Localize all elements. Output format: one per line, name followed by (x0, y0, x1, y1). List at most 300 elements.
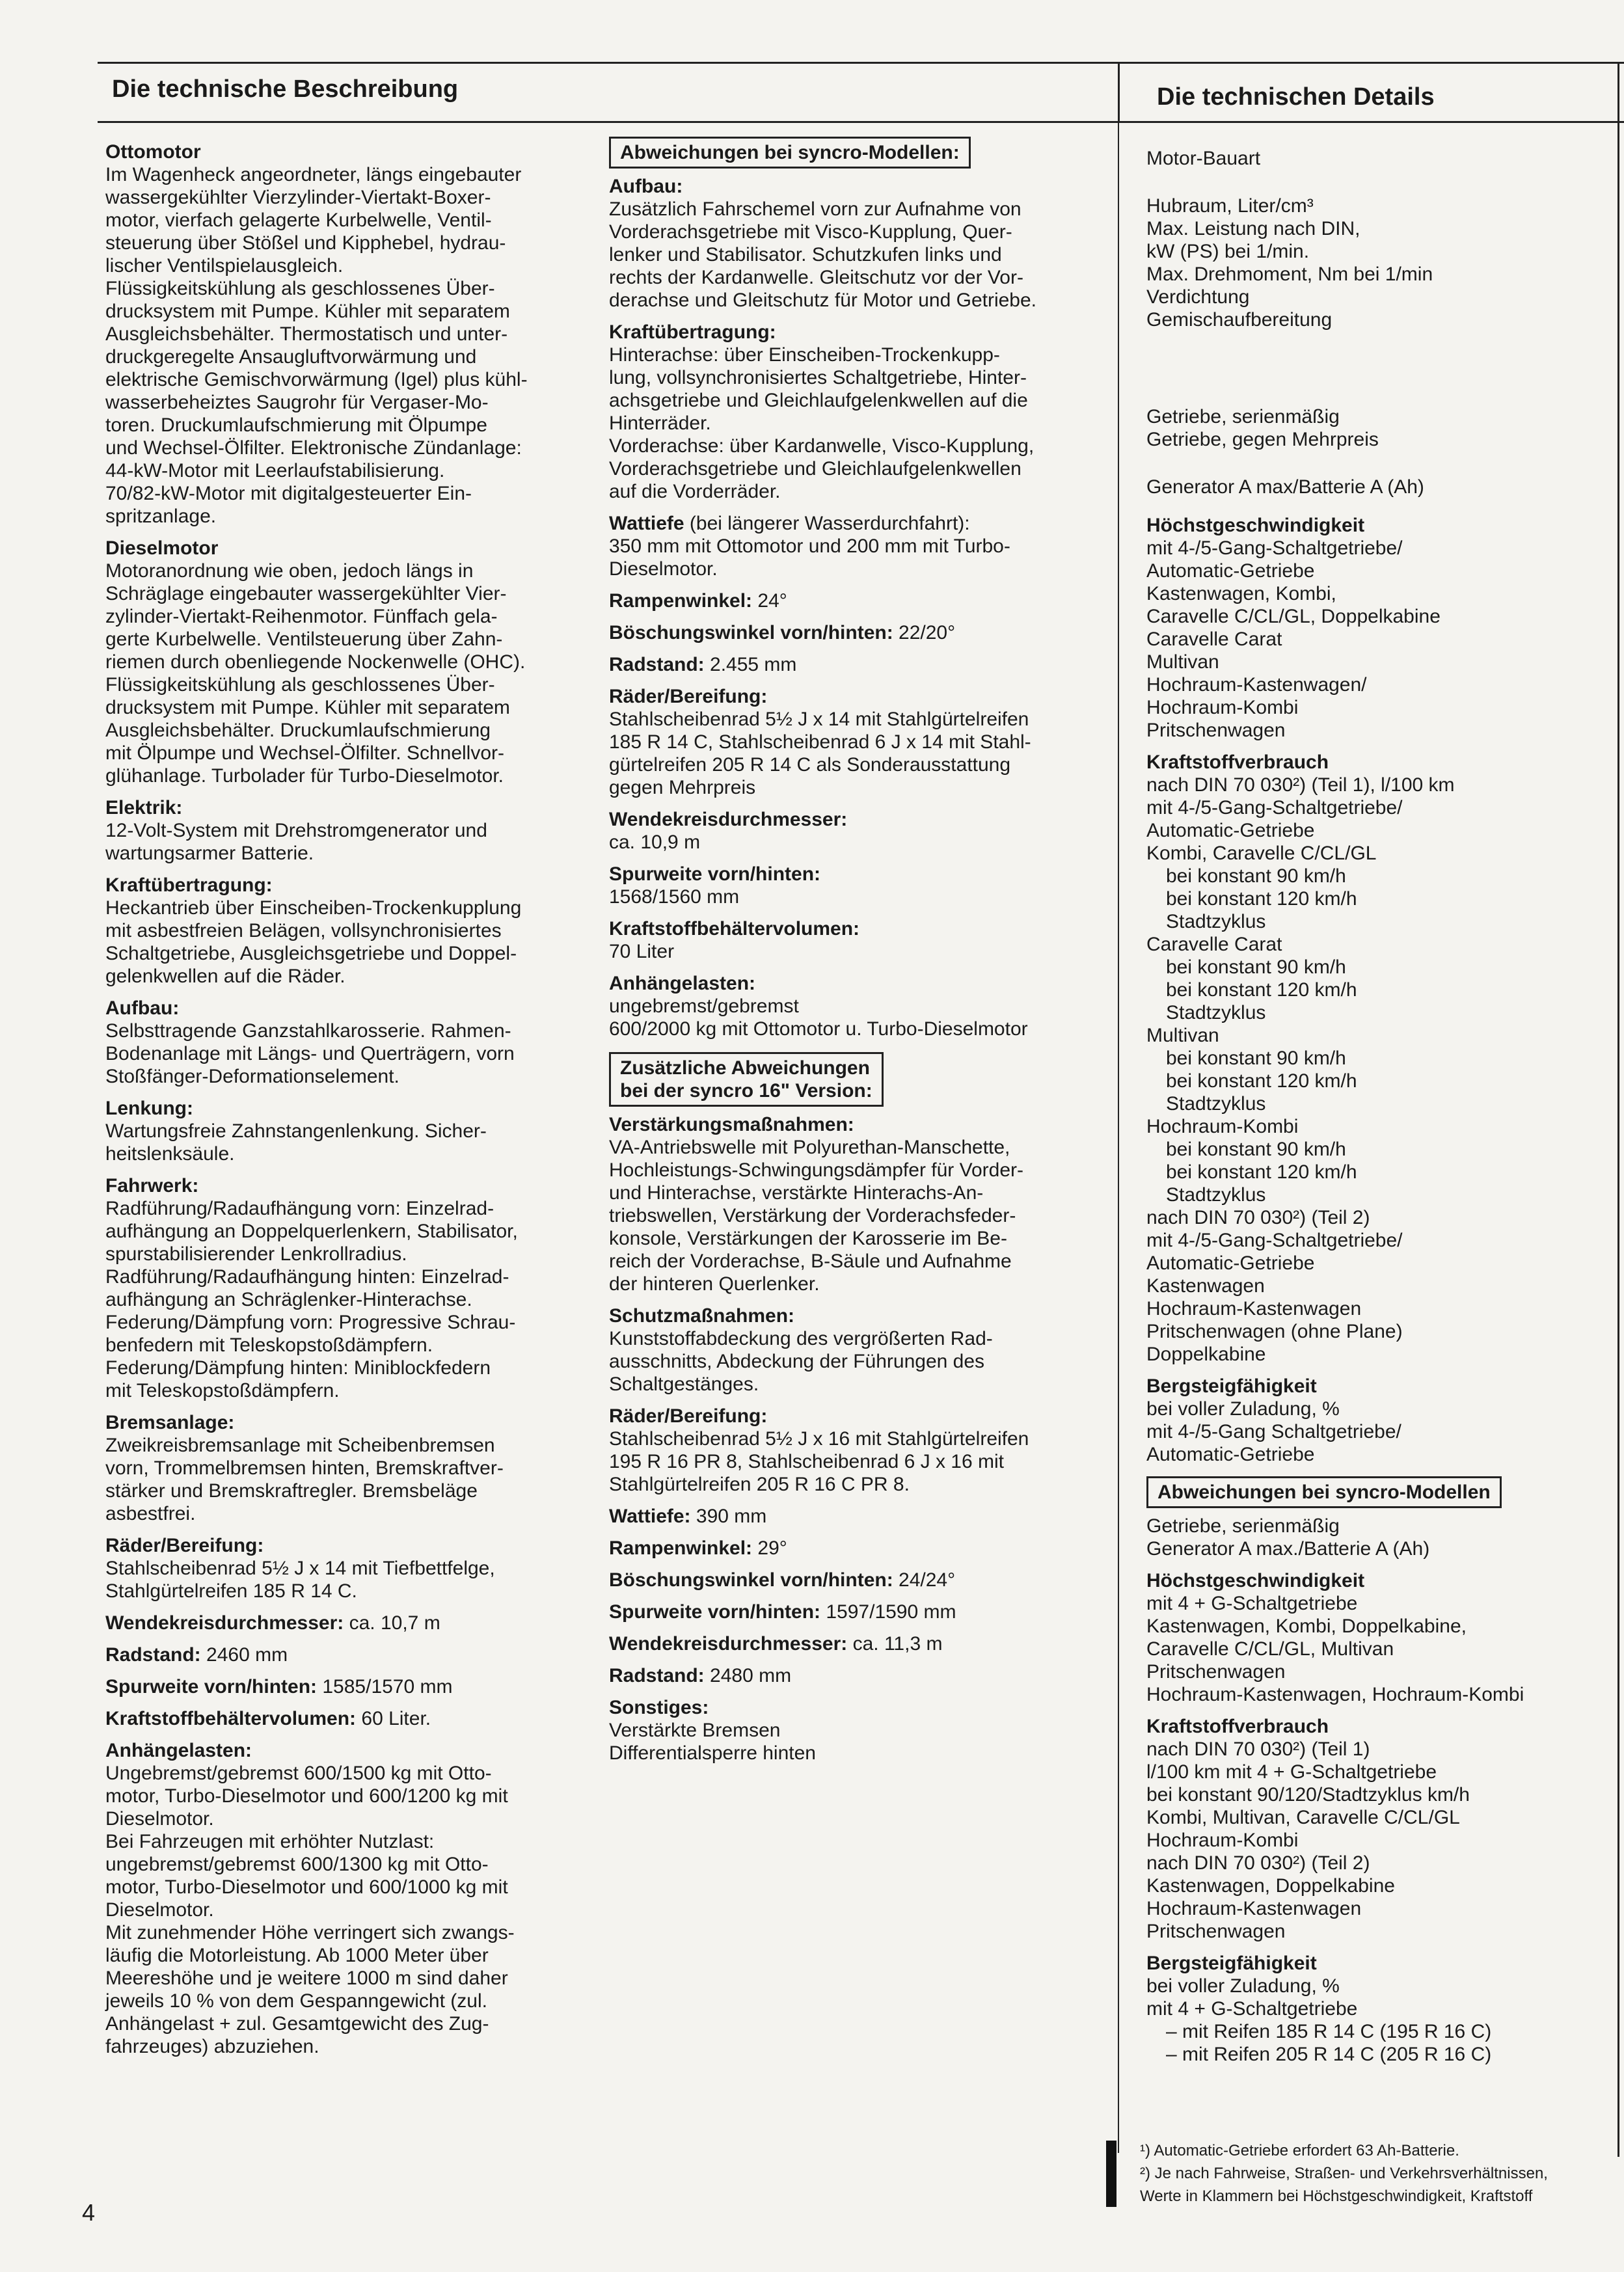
syncro16-section (609, 1505, 1090, 1528)
syncro-fuel-line: l/100 km mit 4 + G-Schaltgetriebe (1146, 1761, 1437, 1783)
spacer (1146, 451, 1621, 476)
climb-heading: Bergsteigfähigkeit (1146, 1375, 1317, 1397)
desc-text-line: vorn, Trommelbremsen hinten, Bremskraftver- (105, 1457, 504, 1479)
syncro-heading-line (609, 685, 1090, 708)
fuel-line: bei konstant 120 km/h (1166, 1070, 1357, 1092)
syncro16-heading-line (609, 1405, 1090, 1427)
desc-heading: Räder/Bereifung: (105, 1535, 264, 1556)
desc-text-line: Selbsttragende Ganzstahlkarosserie. Rahmen- (105, 1020, 511, 1042)
syncro16-text-line: ausschnitts, Abdeckung der Führungen des (609, 1351, 985, 1372)
syncro-fuel-heading: Kraftstoffverbrauch (1146, 1716, 1329, 1737)
desc-text-line: mit asbestfreien Belägen, vollsynchronisiertes (105, 920, 502, 941)
syncro16-heading: Spurweite vorn/hinten: (609, 1601, 821, 1623)
fuel-section (1146, 751, 1621, 1366)
desc-text-line: motor, vierfach gelagerte Kurbelwelle, Ventil- (105, 210, 492, 231)
syncro16-value: 29° (752, 1537, 787, 1559)
desc-heading: Anhängelasten: (105, 1740, 252, 1761)
desc-text-line: Motoranordnung wie oben, jedoch längs in (105, 560, 474, 582)
fuel-line: Multivan (1146, 1025, 1219, 1046)
syncro-speed-heading: Höchstgeschwindigkeit (1146, 1570, 1365, 1591)
syncro16-heading: Sonstiges: (609, 1697, 709, 1718)
desc-section (105, 1643, 600, 1666)
desc-section (105, 796, 600, 865)
syncro-heading: Kraftübertragung: (609, 321, 776, 343)
syncro16-section (609, 1405, 1090, 1496)
syncro16-section (609, 1569, 1090, 1591)
desc-heading: Dieselmotor (105, 537, 219, 559)
syncro-speed-line: Hochraum-Kastenwagen, Hochraum-Kombi (1146, 1684, 1524, 1705)
footnote-line: ¹) Automatic-Getriebe erfordert 63 Ah-Batterie. (1140, 2142, 1459, 2159)
syncro16-text-line: VA-Antriebswelle mit Polyurethan-Manschette, (609, 1137, 1010, 1158)
syncro-fuel-line: nach DIN 70 030²) (Teil 2) (1146, 1852, 1370, 1874)
desc-section (105, 1707, 600, 1730)
speed-line: Automatic-Getriebe (1146, 560, 1315, 582)
syncro-speed-line: Kastenwagen, Kombi, Doppelkabine, (1146, 1616, 1467, 1637)
desc-text-line: 44-kW-Motor mit Leerlaufstabilisierung. (105, 460, 445, 481)
desc-section (105, 997, 600, 1088)
syncro16-heading-line (609, 1537, 1090, 1560)
desc-heading-line (105, 141, 600, 163)
spacer (1146, 170, 1621, 195)
desc-text-line: mit Teleskopstoßdämpfern. (105, 1380, 340, 1401)
page-number: 4 (82, 2199, 96, 2226)
desc-heading: Radstand: (105, 1644, 201, 1666)
fuel-line: Kastenwagen (1146, 1275, 1265, 1297)
fuel-line: Kombi, Caravelle C/CL/GL (1146, 843, 1377, 864)
syncro-heading: Kraftstoffbehältervolumen: (609, 918, 860, 940)
syncro16-heading-line (609, 1113, 1090, 1136)
desc-text-line: glühanlage. Turbolader für Turbo-Dieselmotor. (105, 765, 504, 787)
syncro-section (609, 653, 1090, 676)
desc-text-line: wassergekühlter Vierzylinder-Viertakt-Boxer- (105, 187, 491, 208)
syncro-text-line: 70 Liter (609, 941, 675, 962)
desc-text-line: Zweikreisbremsanlage mit Scheibenbremsen (105, 1435, 495, 1456)
syncro-heading: Räder/Bereifung: (609, 686, 768, 707)
desc-text-line: Flüssigkeitskühlung als geschlossenes Über- (105, 674, 495, 696)
header-divider (1118, 62, 1120, 123)
desc-heading: Kraftstoffbehältervolumen: (105, 1708, 357, 1729)
desc-heading-line (105, 1534, 600, 1557)
desc-value: 60 Liter. (356, 1708, 431, 1729)
syncro-speed-section (1146, 1569, 1621, 1706)
syncro16-text-line: Schaltgestänges. (609, 1373, 759, 1395)
fuel-line: Hochraum-Kombi (1146, 1116, 1299, 1137)
desc-heading: Wendekreisdurchmesser: (105, 1612, 344, 1634)
desc-text-line: Federung/Dämpfung hinten: Miniblockfedern (105, 1357, 491, 1379)
desc-heading-line (105, 1411, 600, 1434)
syncro-text-line: ungebremst/gebremst (609, 995, 799, 1017)
syncro-heading: Rampenwinkel: (609, 590, 753, 612)
syncro-climb-line: – mit Reifen 205 R 14 C (205 R 16 C) (1166, 2044, 1492, 2065)
desc-text-line: stärker und Bremskraftregler. Bremsbeläge (105, 1480, 478, 1502)
fuel-line: nach DIN 70 030²) (Teil 2) (1146, 1207, 1370, 1228)
syncro-details-line: Getriebe, serienmäßig (1146, 1515, 1340, 1537)
syncro-climb-section (1146, 1952, 1621, 2066)
right-column-divider (1118, 123, 1119, 2153)
fuel-line: Stadtzyklus (1166, 1093, 1266, 1115)
desc-text-line: Heckantrieb über Einscheiben-Trockenkupplung (105, 897, 522, 919)
desc-heading: Elektrik: (105, 797, 183, 818)
speed-line: Caravelle C/CL/GL, Doppelkabine (1146, 606, 1441, 627)
syncro-value: 22/20° (893, 622, 956, 643)
syncro16-text-line: konsole, Verstärkungen der Karosserie im Be- (609, 1228, 1007, 1249)
desc-text-line: Ausgleichsbehälter. Thermostatisch und unter- (105, 323, 508, 345)
syncro-text-line: rechts der Kardanwelle. Gleitschutz vor der Vor- (609, 267, 1023, 288)
syncro-fuel-line: bei konstant 90/120/Stadtzyklus km/h (1146, 1784, 1470, 1805)
fuel-line: Caravelle Carat (1146, 934, 1282, 955)
syncro-text-line: auf die Vorderräder. (609, 481, 781, 502)
syncro-text-line: Stahlscheibenrad 5½ J x 14 mit Stahlgürtelreifen (609, 709, 1029, 730)
syncro16-heading-line (609, 1664, 1090, 1687)
header-right-title: Die technischen Details (1157, 83, 1435, 111)
desc-value: ca. 10,7 m (344, 1612, 440, 1634)
syncro16-heading: Böschungswinkel vorn/hinten: (609, 1569, 893, 1591)
footnote-line: Werte in Klammern bei Höchstgeschwindigkeit, Kraftstoff (1140, 2187, 1533, 2205)
climb-line: mit 4-/5-Gang Schaltgetriebe/ (1146, 1421, 1401, 1442)
fuel-line: mit 4-/5-Gang-Schaltgetriebe/ (1146, 797, 1403, 818)
syncro-value: 24° (752, 590, 787, 612)
desc-text-line: riemen durch obenliegende Nockenwelle (OHC). (105, 651, 526, 673)
syncro-text-line: achsgetriebe und Gleichlaufgelenkwellen auf die (609, 390, 1028, 411)
desc-text-line: aufhängung an Schräglenker-Hinterachse. (105, 1289, 472, 1310)
top-rule (98, 62, 1624, 64)
syncro-heading-line (609, 175, 1090, 198)
fuel-line: bei konstant 120 km/h (1166, 979, 1357, 1001)
desc-text-line: motor, Turbo-Dieselmotor und 600/1000 kg mit (105, 1876, 508, 1898)
header-bottom-rule (98, 121, 1624, 123)
fuel-line: mit 4-/5-Gang-Schaltgetriebe/ (1146, 1230, 1403, 1251)
syncro-text-line: 350 mm mit Ottomotor und 200 mm mit Turbo- (609, 535, 1010, 557)
syncro-speed-line: mit 4 + G-Schaltgetriebe (1146, 1593, 1358, 1614)
speed-heading: Höchstgeschwindigkeit (1146, 515, 1365, 536)
syncro16-text-line: der hinteren Querlenker. (609, 1273, 820, 1295)
desc-heading-line (105, 1097, 600, 1120)
speed-line: Pritschenwagen (1146, 720, 1286, 741)
syncro-heading: Aufbau: (609, 176, 683, 197)
fuel-line: Doppelkabine (1146, 1344, 1266, 1365)
syncro-fuel-line: nach DIN 70 030²) (Teil 1) (1146, 1738, 1370, 1760)
syncro-details-lines (1146, 1515, 1621, 1560)
column-technical-description (105, 141, 600, 2067)
speed-line: Hochraum-Kastenwagen/ (1146, 674, 1367, 696)
detail-label: Hubraum, Liter/cm³ (1146, 195, 1314, 217)
desc-text-line: Radführung/Radaufhängung hinten: Einzelrad- (105, 1266, 509, 1288)
syncro16-heading: Radstand: (609, 1665, 705, 1686)
fuel-line: bei konstant 90 km/h (1166, 865, 1346, 887)
syncro16-box-line2: bei der syncro 16" Version: (620, 1080, 873, 1102)
syncro-text-line: Hinterräder. (609, 412, 711, 434)
syncro16-heading: Rampenwinkel: (609, 1537, 753, 1559)
fuel-heading: Kraftstoffverbrauch (1146, 751, 1329, 773)
syncro-text-line: gürtelreifen 205 R 14 C als Sonderausstattung (609, 754, 1011, 776)
syncro-section (609, 621, 1090, 644)
column-technical-details (1146, 147, 1621, 2075)
desc-text-line: Dieselmotor. (105, 1808, 214, 1830)
syncro16-heading-line (609, 1305, 1090, 1327)
desc-text-line: motor, Turbo-Dieselmotor und 600/1200 kg mit (105, 1785, 508, 1807)
syncro-text-line: Zusätzlich Fahrschemel vorn zur Aufnahme von (609, 198, 1022, 220)
syncro16-section (609, 1664, 1090, 1687)
desc-text-line: Stoßfänger-Deformationselement. (105, 1066, 399, 1087)
syncro-section (609, 808, 1090, 854)
syncro16-text-line: triebswellen, Verstärkung der Vorderachsfeder- (609, 1205, 1016, 1226)
desc-heading-line (105, 537, 600, 560)
syncro16-heading: Schutzmaßnahmen: (609, 1305, 795, 1327)
syncro-text-line: 600/2000 kg mit Ottomotor u. Turbo-Dieselmotor (609, 1018, 1028, 1040)
desc-text-line: Radführung/Radaufhängung vorn: Einzelrad- (105, 1198, 494, 1219)
detail-label: Max. Leistung nach DIN, (1146, 218, 1360, 239)
syncro-section (609, 972, 1090, 1040)
desc-text-line: 12-Volt-System mit Drehstromgenerator und (105, 820, 487, 841)
syncro-fuel-line: Kombi, Multivan, Caravelle C/CL/GL (1146, 1807, 1460, 1828)
spacer (1146, 498, 1621, 514)
desc-text-line: ungebremst/gebremst 600/1300 kg mit Otto- (105, 1854, 489, 1875)
syncro-heading-line (609, 972, 1090, 995)
syncro-section (609, 512, 1090, 580)
desc-text-line: Stahlgürtelreifen 185 R 14 C. (105, 1580, 357, 1602)
desc-text-line: Anhängelast + zul. Gesamtgewicht des Zug- (105, 2013, 489, 2035)
fuel-line: Stadtzyklus (1166, 911, 1266, 932)
syncro-section (609, 917, 1090, 963)
speed-line: Kastenwagen, Kombi, (1146, 583, 1336, 604)
desc-text-line: druckgeregelte Ansaugluftvorwärmung und (105, 346, 477, 368)
syncro-fuel-line: Hochraum-Kombi (1146, 1830, 1299, 1851)
syncro-text-line: Vorderachsgetriebe und Gleichlaufgelenkwellen (609, 458, 1022, 480)
syncro16-text-line: Hochleistungs-Schwingungsdämpfer für Vorder- (609, 1159, 1023, 1181)
syncro-section (609, 589, 1090, 612)
syncro16-value: 390 mm (690, 1506, 767, 1527)
desc-section (105, 1739, 600, 2058)
desc-text-line: elektrische Gemischvorwärmung (Igel) plus kühl- (105, 369, 528, 390)
syncro-heading-line (609, 621, 1090, 644)
syncro-climb-heading: Bergsteigfähigkeit (1146, 1953, 1317, 1974)
fuel-line: bei konstant 90 km/h (1166, 1048, 1346, 1069)
syncro16-section (609, 1113, 1090, 1295)
desc-text-line: drucksystem mit Pumpe. Kühler mit separatem (105, 697, 510, 718)
syncro16-heading: Wendekreisdurchmesser: (609, 1633, 848, 1655)
desc-section (105, 141, 600, 528)
detail-label: Max. Drehmoment, Nm bei 1/min (1146, 264, 1433, 285)
desc-text-line: Ungebremst/gebremst 600/1500 kg mit Otto- (105, 1763, 492, 1784)
desc-text-line: Federung/Dämpfung vorn: Progressive Schrau- (105, 1312, 516, 1333)
syncro-fuel-line: Kastenwagen, Doppelkabine (1146, 1875, 1395, 1897)
syncro-speed-line: Pritschenwagen (1146, 1661, 1286, 1683)
syncro-text-line: derachse und Gleitschutz für Motor und Getriebe. (609, 290, 1037, 311)
syncro-climb-line: bei voller Zuladung, % (1146, 1975, 1340, 1997)
desc-text-line: drucksystem mit Pumpe. Kühler mit separatem (105, 301, 510, 322)
syncro-text-line: gegen Mehrpreis (609, 777, 756, 798)
syncro16-section (609, 1305, 1090, 1396)
syncro-fuel-line: Hochraum-Kastenwagen (1146, 1898, 1362, 1919)
syncro-heading-line (609, 512, 1090, 535)
desc-text-line: Wartungsfreie Zahnstangenlenkung. Sicher- (105, 1120, 487, 1142)
desc-text-line: jeweils 10 % von dem Gespanngewicht (zul. (105, 1990, 487, 2012)
syncro16-heading: Verstärkungsmaßnahmen: (609, 1114, 854, 1135)
desc-heading-line (105, 997, 600, 1020)
fuel-line: Stadtzyklus (1166, 1002, 1266, 1023)
syncro16-box (609, 1052, 884, 1107)
fuel-line: Automatic-Getriebe (1146, 1252, 1315, 1274)
climb-line: Automatic-Getriebe (1146, 1444, 1315, 1465)
fuel-line: bei konstant 90 km/h (1166, 956, 1346, 978)
desc-heading-line (105, 1675, 600, 1698)
desc-section (105, 874, 600, 988)
detail-label: Verdichtung (1146, 286, 1250, 308)
desc-heading-line (105, 874, 600, 897)
syncro16-text-line: 195 R 16 PR 8, Stahlscheibenrad 6 J x 16 mit (609, 1451, 1005, 1472)
fuel-line: Automatic-Getriebe (1146, 820, 1315, 841)
desc-heading-line (105, 1739, 600, 1762)
syncro-speed-line: Caravelle C/CL/GL, Multivan (1146, 1638, 1394, 1660)
desc-text-line: Bodenanlage mit Längs- und Querträgern, vorn (105, 1043, 515, 1064)
desc-heading: Fahrwerk: (105, 1175, 199, 1197)
syncro-heading-line (609, 808, 1090, 831)
desc-text-line: asbestfrei. (105, 1503, 196, 1524)
syncro16-section (609, 1632, 1090, 1655)
fuel-line: bei konstant 120 km/h (1166, 888, 1357, 910)
desc-text-line: benfedern mit Teleskopstoßdämpfern. (105, 1334, 433, 1356)
desc-text-line: Im Wagenheck angeordneter, längs eingebauter (105, 164, 522, 185)
desc-heading-line (105, 1643, 600, 1666)
syncro-heading: Böschungswinkel vorn/hinten: (609, 622, 893, 643)
desc-text-line: läufig die Motorleistung. Ab 1000 Meter über (105, 1945, 489, 1966)
fuel-line: Pritschenwagen (ohne Plane) (1146, 1321, 1403, 1342)
desc-text-line: Flüssigkeitskühlung als geschlossenes Über- (105, 278, 495, 299)
syncro-heading: Wattiefe (609, 513, 684, 534)
desc-heading: Ottomotor (105, 141, 201, 163)
syncro-value: 2.455 mm (704, 654, 797, 675)
footnote-line: ²) Je nach Fahrweise, Straßen- und Verkehrsverhältnissen, (1140, 2165, 1548, 2182)
desc-text-line: zylinder-Viertakt-Reihenmotor. Fünffach gela- (105, 606, 498, 627)
syncro-fuel-line: Pritschenwagen (1146, 1921, 1286, 1942)
syncro-heading: Radstand: (609, 654, 705, 675)
syncro-heading-line (609, 589, 1090, 612)
syncro16-section (609, 1537, 1090, 1560)
desc-text-line: wartungsarmer Batterie. (105, 843, 314, 864)
syncro-value: (bei längerer Wasserdurchfahrt): (684, 513, 970, 534)
desc-text-line: spurstabilisierender Lenkrollradius. (105, 1243, 407, 1265)
desc-text-line: Meereshöhe und je weitere 1000 m sind daher (105, 1968, 508, 1989)
syncro-section (609, 863, 1090, 908)
desc-text-line: aufhängung an Doppelquerlenkern, Stabilisator, (105, 1221, 518, 1242)
syncro16-heading-line (609, 1601, 1090, 1623)
syncro-text-line: ca. 10,9 m (609, 832, 701, 853)
syncro-climb-line: mit 4 + G-Schaltgetriebe (1146, 1998, 1358, 2020)
syncro16-text-line: und Hinterachse, verstärkte Hinterachs-An- (609, 1182, 984, 1204)
syncro-text-line: 185 R 14 C, Stahlscheibenrad 6 J x 14 mit Stahl- (609, 731, 1031, 753)
desc-section (105, 1174, 600, 1402)
speed-section (1146, 514, 1621, 742)
syncro-text-line: Vorderachsgetriebe mit Visco-Kupplung, Quer- (609, 221, 1012, 243)
syncro16-box-line1: Zusätzliche Abweichungen (620, 1057, 870, 1079)
syncro-text-line: lenker und Stabilisator. Schutzkufen links und (609, 244, 1002, 265)
footnote-marker (1106, 2141, 1116, 2207)
desc-text-line: mit Ölpumpe und Wechsel-Ölfilter. Schnellvor- (105, 742, 505, 764)
climb-section (1146, 1375, 1621, 1466)
syncro-text-line: 1568/1560 mm (609, 886, 740, 908)
desc-text-line: 70/82-kW-Motor mit digitalgesteuerter Ein- (105, 483, 472, 504)
syncro-text-line: Hinterachse: über Einscheiben-Trockenkupp- (609, 344, 1000, 366)
desc-heading-line (105, 796, 600, 819)
syncro-section (609, 321, 1090, 503)
syncro16-heading-line (609, 1632, 1090, 1655)
syncro-section (609, 685, 1090, 799)
syncro16-text-line: Stahlscheibenrad 5½ J x 16 mit Stahlgürtelreifen (609, 1428, 1029, 1450)
fuel-line: Stadtzyklus (1166, 1184, 1266, 1206)
desc-text-line: heitslenksäule. (105, 1143, 235, 1165)
syncro-heading: Anhängelasten: (609, 973, 756, 994)
desc-heading-line (105, 1174, 600, 1197)
desc-heading-line (105, 1612, 600, 1634)
syncro-text-line: Dieselmotor. (609, 558, 718, 580)
syncro-heading: Spurweite vorn/hinten: (609, 863, 821, 885)
fuel-line: Hochraum-Kastenwagen (1146, 1298, 1362, 1319)
syncro16-value: 1597/1590 mm (820, 1601, 956, 1623)
syncro16-text-line: Stahlgürtelreifen 205 R 16 C PR 8. (609, 1474, 910, 1495)
desc-text-line: Schaltgetriebe, Ausgleichsgetriebe und Doppel- (105, 943, 517, 964)
spacer (1146, 381, 1621, 405)
spacer (1146, 331, 1621, 356)
syncro16-heading-line (609, 1569, 1090, 1591)
desc-heading-line (105, 1707, 600, 1730)
syncro-heading-line (609, 863, 1090, 886)
syncro-details-line: Generator A max./Batterie A (Ah) (1146, 1538, 1430, 1560)
desc-text-line: steuerung über Stößel und Kipphebel, hydrau- (105, 232, 506, 254)
desc-text-line: Schräglage eingebauter wassergekühlter Vier- (105, 583, 507, 604)
syncro16-value: ca. 11,3 m (847, 1633, 943, 1655)
desc-heading: Aufbau: (105, 997, 180, 1019)
desc-section (105, 1675, 600, 1698)
syncro16-text-line: reich der Vorderachse, B-Säule und Aufnahme (609, 1251, 1012, 1272)
desc-text-line: Mit zunehmender Höhe verringert sich zwangs- (105, 1922, 515, 1943)
detail-label: kW (PS) bei 1/min. (1146, 241, 1310, 262)
syncro16-text-line: Verstärkte Bremsen (609, 1720, 781, 1741)
desc-section (105, 1411, 600, 1525)
desc-text-line: Dieselmotor. (105, 1899, 214, 1921)
desc-text-line: lischer Ventilspielausgleich. (105, 255, 344, 277)
desc-value: 2460 mm (200, 1644, 288, 1666)
syncro16-heading-line (609, 1505, 1090, 1528)
desc-text-line: gerte Kurbelwelle. Ventilsteuerung über Zahn- (105, 629, 503, 650)
desc-text-line: spritzanlage. (105, 506, 217, 527)
desc-section (105, 1612, 600, 1634)
syncro-heading-line (609, 917, 1090, 940)
syncro-text-line: lung, vollsynchronisiertes Schaltgetriebe, Hinter- (609, 367, 1027, 388)
syncro16-value: 24/24° (893, 1569, 956, 1591)
desc-section (105, 1097, 600, 1165)
syncro-text-line: Vorderachse: über Kardanwelle, Visco-Kupplung, (609, 435, 1035, 457)
fuel-line: nach DIN 70 030²) (Teil 1), l/100 km (1146, 774, 1455, 796)
syncro16-section (609, 1601, 1090, 1623)
column-syncro-deviations (609, 137, 1090, 1774)
desc-heading: Kraftübertragung: (105, 874, 273, 896)
fuel-line: bei konstant 90 km/h (1166, 1139, 1346, 1160)
speed-line: mit 4-/5-Gang-Schaltgetriebe/ (1146, 537, 1403, 559)
detail-label: Getriebe, serienmäßig (1146, 406, 1340, 427)
fuel-line: bei konstant 120 km/h (1166, 1161, 1357, 1183)
syncro-heading: Wendekreisdurchmesser: (609, 809, 848, 830)
syncro-heading-line (609, 321, 1090, 344)
desc-heading: Lenkung: (105, 1098, 193, 1119)
syncro16-text-line: Differentialsperre hinten (609, 1742, 816, 1764)
detail-label: Gemischaufbereitung (1146, 309, 1333, 331)
footnotes (1140, 2139, 1624, 2208)
detail-label: Generator A max/Batterie A (Ah) (1146, 476, 1424, 498)
desc-text-line: toren. Druckumlaufschmierung mit Ölpumpe (105, 414, 487, 436)
desc-text-line: gelenkwellen auf die Räder. (105, 966, 345, 987)
desc-text-line: Ausgleichsbehälter. Druckumlaufschmierung (105, 720, 491, 741)
desc-text-line: und Wechsel-Ölfilter. Elektronische Zündanlage: (105, 437, 522, 459)
